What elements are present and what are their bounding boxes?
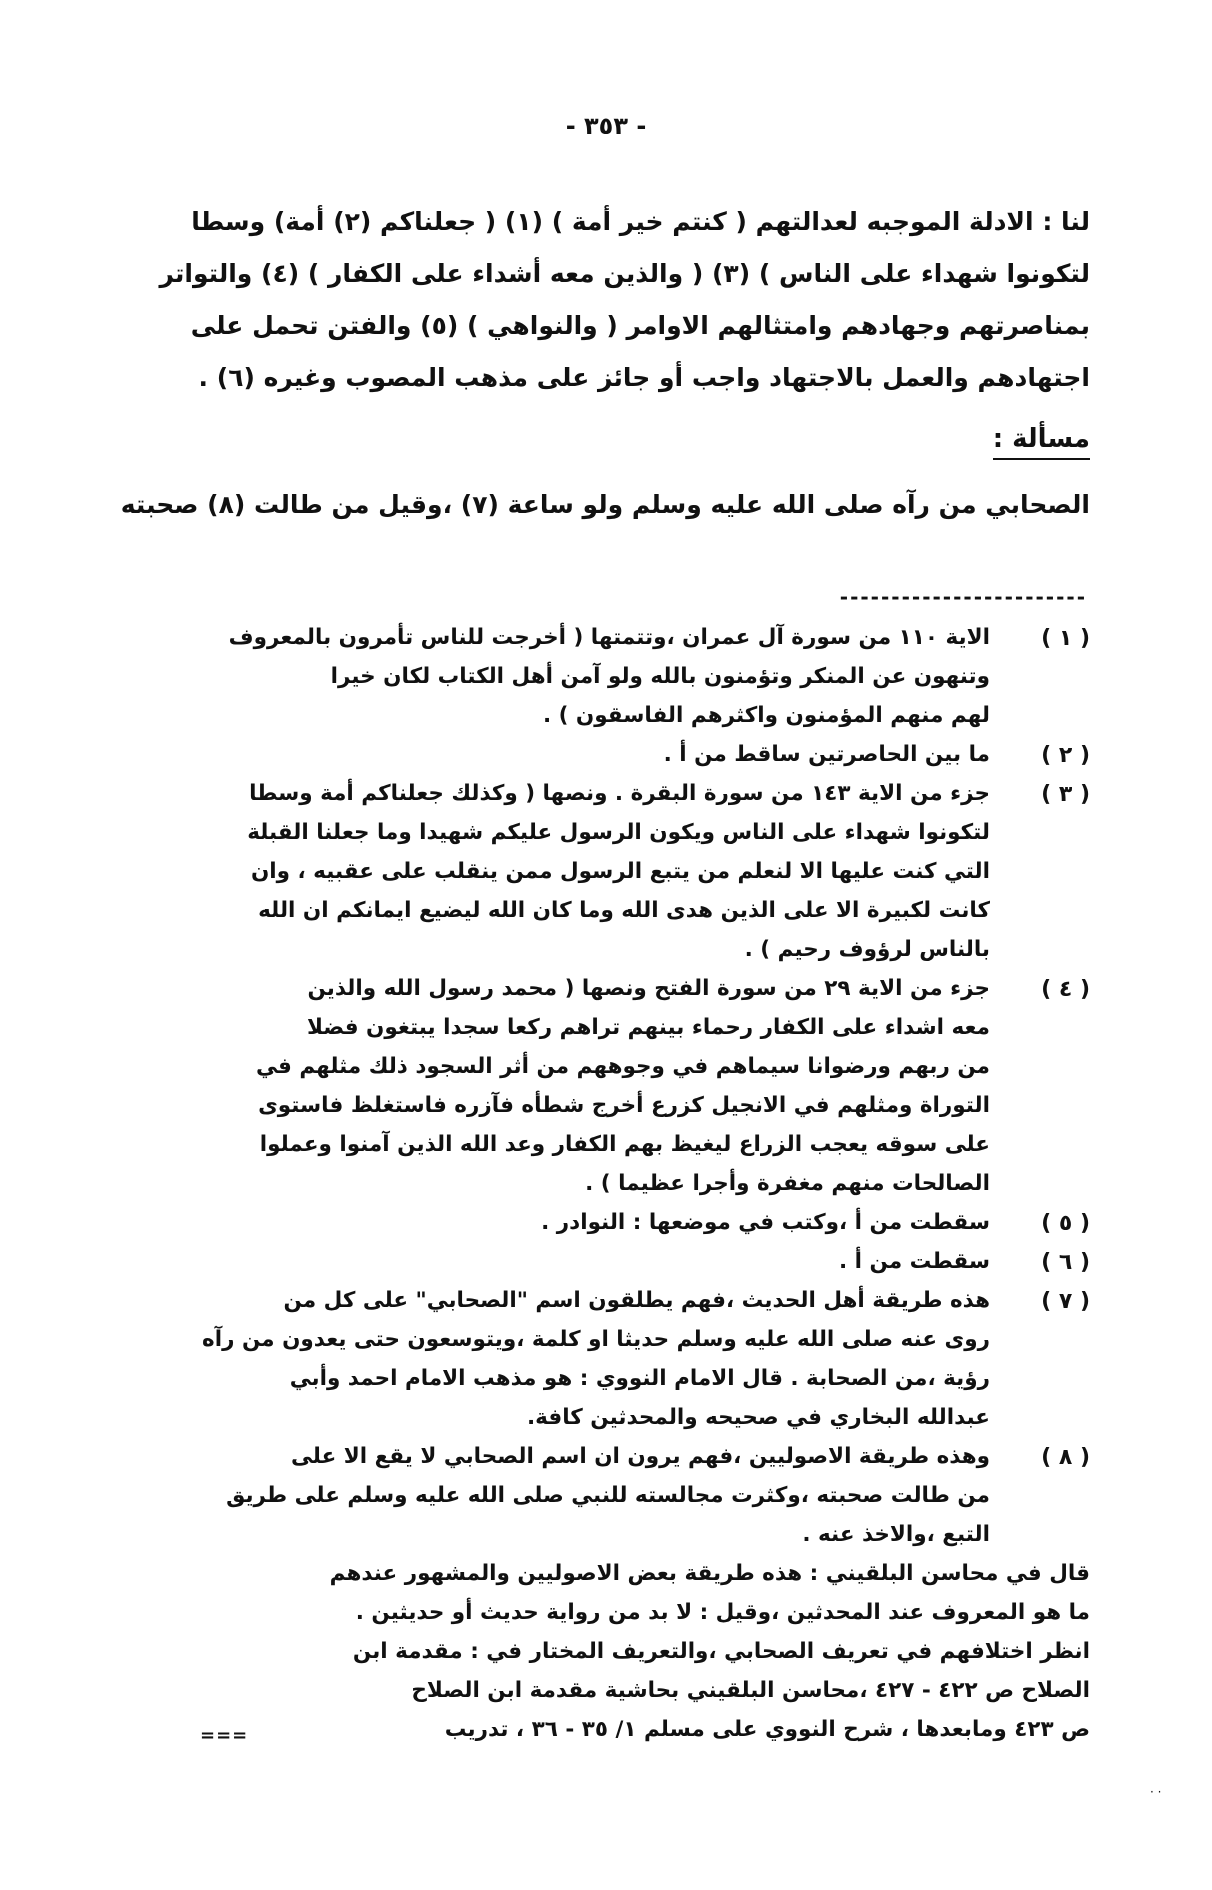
footnote-line: التوراة ومثلهم في الانجيل كزرع أخرج شطأه فآزره فاستغلظ فاستوى xyxy=(258,1093,990,1118)
footnote-number: ( ١ ) xyxy=(1041,626,1090,651)
footnote-number: ( ٦ ) xyxy=(1041,1250,1090,1275)
footnote-line: هذه طريقة أهل الحديث ،فهم يطلقون اسم "الصحابي" على كل من xyxy=(283,1288,990,1313)
page-number: - ٣٥٣ - xyxy=(565,112,647,140)
footnote-line: جزء من الاية ٢٩ من سورة الفتح ونصها ( محمد رسول الله والذين xyxy=(307,976,990,1001)
footnote-line: معه اشداء على الكفار رحماء بينهم تراهم ركعا سجدا يبتغون فضلا xyxy=(306,1015,990,1040)
footnote-line: الصالحات منهم مغفرة وأجرا عظيما ) . xyxy=(585,1171,990,1196)
section-heading: مسألة : xyxy=(993,424,1090,460)
footnote-line: على سوقه يعجب الزراع ليغيظ بهم الكفار وعد الله الذين آمنوا وعملوا xyxy=(259,1132,990,1157)
footnote-line: وهذه طريقة الاصوليين ،فهم يرون ان اسم الصحابي لا يقع الا على xyxy=(291,1444,990,1469)
footnote-line: الاية ١١٠ من سورة آل عمران ،وتتمتها ( أخرجت للناس تأمرون بالمعروف xyxy=(228,625,990,650)
footnote-continuation xyxy=(100,1554,1090,1749)
footnote-line: ما هو المعروف عند المحدثين ،وقيل : لا بد من رواية حديث أو حديثين . xyxy=(355,1600,1090,1625)
footnote-number: ( ٢ ) xyxy=(1041,743,1090,768)
footnote-5 xyxy=(100,1203,1090,1242)
footnote-line: جزء من الاية ١٤٣ من سورة البقرة . ونصها ( وكذلك جعلناكم أمة وسطا xyxy=(249,781,990,806)
footnote-line: روى عنه صلى الله عليه وسلم حديثا او كلمة ،ويتوسعون حتى يعدون من رآه xyxy=(202,1327,990,1352)
footnote-line: كانت لكبيرة الا على الذين هدى الله وما كان الله ليضيع ايمانكم ان الله xyxy=(258,898,990,923)
end-marks: === xyxy=(200,1725,249,1746)
main-text-line: اجتهادهم والعمل بالاجتهاد واجب أو جائز على مذهب المصوب وغيره (٦) . xyxy=(198,363,1090,392)
footnote-line: ما بين الحاصرتين ساقط من أ . xyxy=(663,742,990,767)
main-text-line: لتكونوا شهداء على الناس ) (٣) ( والذين معه أشداء على الكفار ) (٤) والتواتر xyxy=(159,259,1090,288)
footnote-line: قال في محاسن البلقيني : هذه طريقة بعض الاصوليين والمشهور عندهم xyxy=(329,1561,1090,1586)
footnote-number: ( ٧ ) xyxy=(1041,1289,1090,1314)
footnote-line: لهم منهم المؤمنون واكثرهم الفاسقون ) . xyxy=(542,703,990,728)
main-text xyxy=(90,196,1090,404)
footnote-line: بالناس لرؤوف رحيم ) . xyxy=(744,937,990,962)
footnote-line: وتنهون عن المنكر وتؤمنون بالله ولو آمن أهل الكتاب لكان خيرا xyxy=(330,664,990,689)
footnote-number: ( ٥ ) xyxy=(1041,1211,1090,1236)
footnote-3 xyxy=(100,774,1090,969)
footnote-line: سقطت من أ . xyxy=(839,1249,990,1274)
footnote-line: التي كنت عليها الا لنعلم من يتبع الرسول ممن ينقلب على عقبيه ، وان xyxy=(250,859,990,884)
footnote-7 xyxy=(100,1281,1090,1437)
footnote-4 xyxy=(100,969,1090,1203)
footnote-number: ( ٣ ) xyxy=(1041,782,1090,807)
footnotes xyxy=(100,618,1090,1749)
footnote-2 xyxy=(100,735,1090,774)
footnote-line: انظر اختلافهم في تعريف الصحابي ،والتعريف المختار في : مقدمة ابن xyxy=(352,1639,1090,1664)
footnote-number: ( ٨ ) xyxy=(1041,1445,1090,1470)
footnote-6 xyxy=(100,1242,1090,1281)
main-text-line: بمناصرتهم وجهادهم وامتثالهم الاوامر ( والنواهي ) (٥) والفتن تحمل على xyxy=(190,311,1090,340)
definition-text: الصحابي من رآه صلى الله عليه وسلم ولو ساعة (٧) ،وقيل من طالت (٨) صحبته xyxy=(120,490,1090,519)
footnote-line: سقطت من أ ،وكتب في موضعها : النوادر . xyxy=(541,1210,990,1235)
footnote-line: من ربهم ورضوانا سيماهم في وجوههم من أثر السجود ذلك مثلهم في xyxy=(256,1054,990,1079)
main-text-line: لنا : الادلة الموجبه لعدالتهم ( كنتم خير أمة ) (١) ( جعلناكم (٢) أمة) وسطا xyxy=(191,207,1090,236)
footnote-line: الصلاح ص ٤٢٢ - ٤٢٧ ،محاسن البلقيني بحاشية مقدمة ابن الصلاح xyxy=(411,1678,1090,1703)
footnote-line: رؤية ،من الصحابة . قال الامام النووي : هو مذهب الامام احمد وأبي xyxy=(289,1366,990,1391)
footnote-8 xyxy=(100,1437,1090,1554)
footnote-line: عبدالله البخاري في صحيحه والمحدثين كافة. xyxy=(526,1405,990,1430)
footnote-1 xyxy=(100,618,1090,735)
footnote-line: لتكونوا شهداء على الناس ويكون الرسول عليكم شهيدا وما جعلنا القبلة xyxy=(247,820,990,845)
footnote-separator: ------------------------ xyxy=(839,585,1087,609)
footnote-line: من طالت صحبته ،وكثرت مجالسته للنبي صلى الله عليه وسلم على طريق xyxy=(226,1483,990,1508)
footnote-line: التبع ،والاخذ عنه . xyxy=(802,1522,990,1547)
footnote-line: ص ٤٢٣ ومابعدها ، شرح النووي على مسلم ١/ ٣٥ - ٣٦ ، تدريب xyxy=(444,1717,1090,1742)
footnote-number: ( ٤ ) xyxy=(1041,977,1090,1002)
corner-marks: · · xyxy=(1150,1785,1162,1799)
